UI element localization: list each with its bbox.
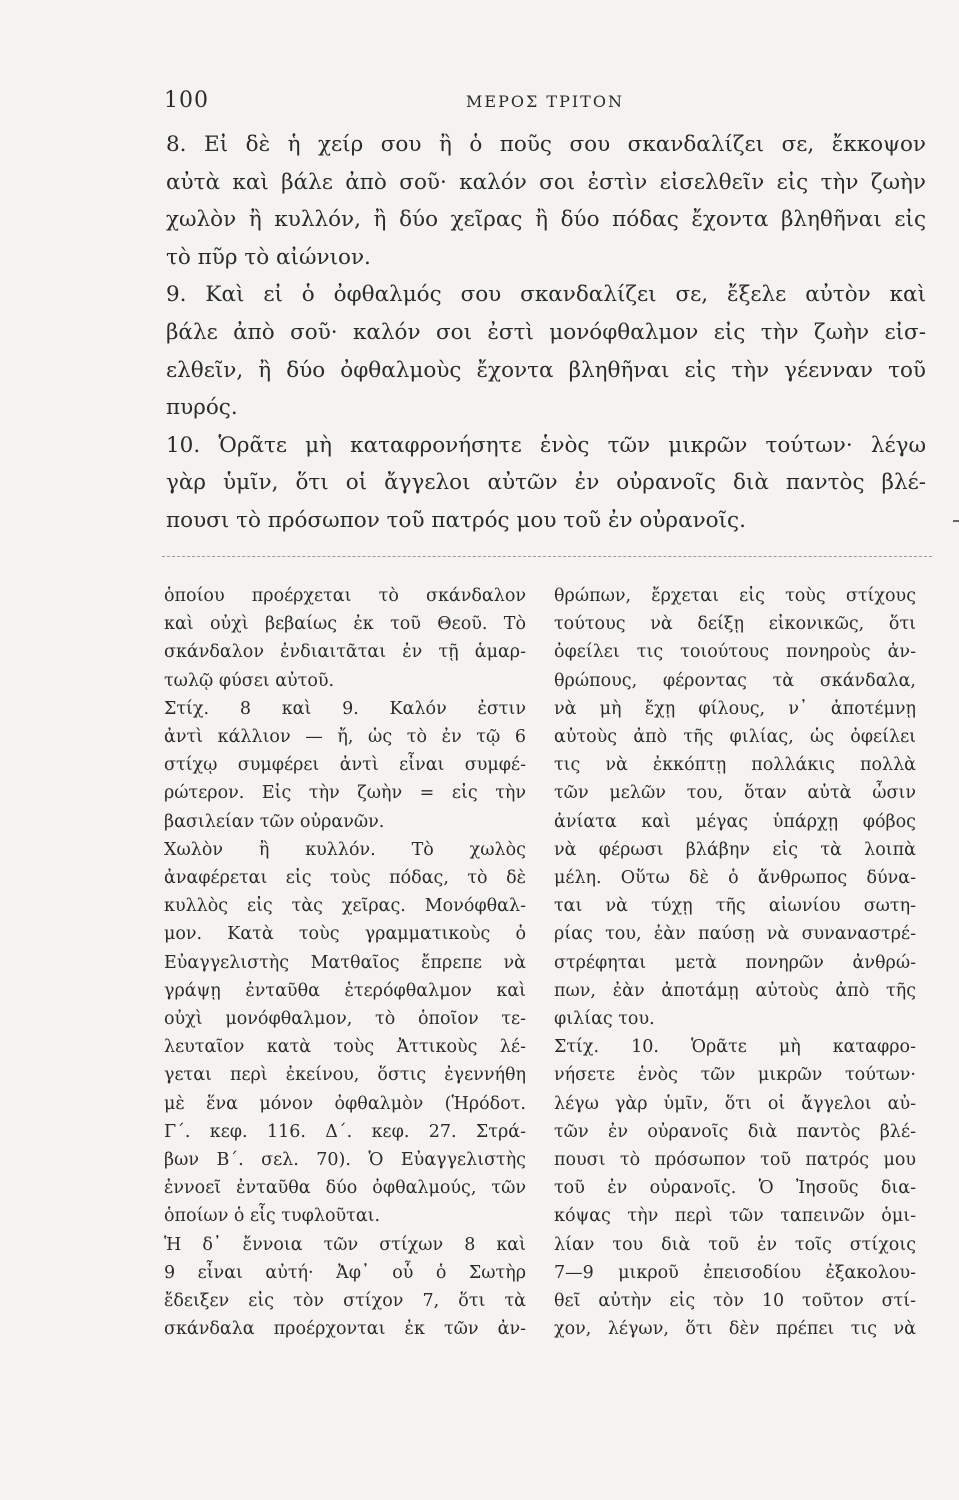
commentary-line: ἀναφέρεται εἰς τοὺς πόδας, τὸ δὲ: [164, 868, 526, 889]
commentary-line: ρίας του, ἐὰν παύσῃ νὰ συναναστρέ-: [554, 924, 916, 945]
margin-mark: [953, 520, 959, 522]
commentary-line: ὁποίων ὁ εἷς τυφλοῦται.: [164, 1206, 381, 1227]
commentary-line: ἀνίατα καὶ μέγας ὑπάρχῃ φόβος: [554, 811, 916, 832]
commentary-line: λίαν του διὰ τοῦ ἐν τοῖς στίχοις: [554, 1234, 916, 1255]
commentary-line: λέγω γὰρ ὑμῖν, ὅτι οἱ ἄγγελοι αὐ-: [554, 1093, 916, 1114]
commentary-line: βασιλείαν τῶν οὐρανῶν.: [164, 811, 385, 832]
commentary-left-column: [164, 582, 526, 1343]
commentary-line: τοῦ ἐν οὐρανοῖς. Ὁ Ἰησοῦς δια-: [554, 1178, 916, 1199]
separator-rule: [162, 556, 932, 557]
commentary-line: ὀφείλει τις τοιούτους πονηροὺς ἀν-: [554, 642, 916, 663]
text-line: αὐτὰ καὶ βάλε ἀπὸ σοῦ· καλόν σοι ἐστὶν εἰσελθεῖν εἰς τὴν ζωὴν: [166, 169, 926, 195]
commentary-line: κυλλὸς εἰς τὰς χεῖρας. Μονόφθαλ-: [164, 896, 526, 917]
commentary-line: στρέφηται μετὰ πονηρῶν ἀνθρώ-: [554, 952, 916, 973]
commentary-line: χον, λέγων, ὅτι δὲν πρέπει τις νὰ: [554, 1319, 916, 1340]
commentary-line: 9 εἶναι αὐτή· Ἀφ᾽ οὗ ὁ Σωτὴρ: [164, 1262, 526, 1283]
text-line: πουσι τὸ πρόσωπον τοῦ πατρός μου τοῦ ἐν οὐρανοῖς.: [166, 507, 746, 533]
commentary-line: ρώτερον. Εἰς τὴν ζωὴν = εἰς τὴν: [164, 783, 526, 804]
text-line: ελθεῖν, ἢ δύο ὀφθαλμοὺς ἔχοντα βληθῆναι εἰς τὴν γέενναν τοῦ: [166, 357, 926, 383]
commentary-line: Στίχ. 8 καὶ 9. Καλόν ἐστιν: [164, 698, 526, 719]
text-line: 10. Ὁρᾶτε μὴ καταφρονήσητε ἑνὸς τῶν μικρῶν τούτων· λέγω: [166, 432, 926, 458]
commentary-line: θρώπους, φέροντας τὰ σκάνδαλα,: [554, 670, 916, 691]
commentary-line: γράψῃ ἐνταῦθα ἑτερόφθαλμον καὶ: [164, 980, 526, 1001]
commentary-line: νὰ μὴ ἔχῃ φίλους, ν᾽ ἀποτέμνῃ: [554, 698, 916, 719]
text-line: γὰρ ὑμῖν, ὅτι οἱ ἄγγελοι αὐτῶν ἐν οὐρανοῖς διὰ παντὸς βλέ-: [166, 470, 926, 496]
commentary-line: ὁποίου προέρχεται τὸ σκάνδαλον: [164, 586, 526, 606]
text-line: 8. Εἰ δὲ ἡ χείρ σου ἢ ὁ ποῦς σου σκανδαλίζει σε, ἔκκοψον: [166, 132, 926, 157]
commentary-line: θρώπων, ἔρχεται εἰς τοὺς στίχους: [554, 586, 916, 606]
text-line: τὸ πῦρ τὸ αἰώνιον.: [166, 244, 371, 270]
page-number: 100: [164, 88, 209, 113]
commentary-line: οὐχὶ μονόφθαλμον, τὸ ὁποῖον τε-: [164, 1009, 526, 1030]
commentary-line: γεται περὶ ἐκείνου, ὅστις ἐγεννήθη: [164, 1065, 526, 1086]
commentary-right-column: [554, 582, 916, 1343]
text-line: βάλε ἀπὸ σοῦ· καλόν σοι ἐστὶ μονόφθαλμον εἰς τὴν ζωὴν εἰσ-: [166, 319, 926, 345]
text-line: χωλὸν ἢ κυλλόν, ἢ δύο χεῖρας ἢ δύο πόδας ἔχοντα βληθῆναι εἰς: [166, 207, 926, 233]
commentary-line: μέλη. Οὕτω δὲ ὁ ἄνθρωπος δύνα-: [554, 868, 916, 889]
commentary-line: τις νὰ ἐκκόπτῃ πολλάκις πολλὰ: [554, 755, 916, 776]
commentary-line: τούτους νὰ δείξῃ εἰκονικῶς, ὅτι: [554, 614, 916, 635]
commentary-line: θεῖ αὐτὴν εἰς τὸν 10 τοῦτον στί-: [554, 1291, 916, 1312]
commentary-line: τωλῷ φύσει αὐτοῦ.: [164, 670, 335, 691]
commentary-line: λευταῖον κατὰ τοὺς Ἀττικοὺς λέ-: [164, 1037, 526, 1058]
text-line: 9. Καὶ εἰ ὁ ὀφθαλμός σου σκανδαλίζει σε, ἔξελε αὐτὸν καὶ: [166, 282, 926, 308]
commentary-line: Γ΄. κεφ. 116. Δ΄. κεφ. 27. Στρά-: [164, 1121, 526, 1142]
commentary-line: φιλίας του.: [554, 1009, 655, 1030]
commentary-line: Εὐαγγελιστὴς Ματθαῖος ἔπρεπε νὰ: [164, 952, 526, 973]
commentary-line: αὐτοὺς ἀπὸ τῆς φιλίας, ὡς ὀφείλει: [554, 727, 916, 748]
commentary-line: καὶ οὐχὶ βεβαίως ἐκ τοῦ Θεοῦ. Τὸ: [164, 614, 526, 635]
commentary-line: Στίχ. 10. Ὁρᾶτε μὴ καταφρο-: [554, 1037, 916, 1058]
commentary-line: νήσετε ἑνὸς τῶν μικρῶν τούτων·: [554, 1065, 916, 1086]
commentary-line: κόψας τὴν περὶ τῶν ταπεινῶν ὁμι-: [554, 1206, 916, 1227]
commentary-line: μὲ ἕνα μόνον ὀφθαλμὸν (Ἡρόδοτ.: [164, 1093, 526, 1114]
commentary-line: ται νὰ τύχῃ τῆς αἰωνίου σωτη-: [554, 896, 916, 917]
page-header: [160, 88, 930, 118]
commentary-line: νὰ φέρωσι βλάβην εἰς τὰ λοιπὰ: [554, 839, 916, 860]
commentary-line: πων, ἐὰν ἀποτάμῃ αὐτοὺς ἀπὸ τῆς: [554, 980, 916, 1001]
scripture-text: [166, 126, 926, 540]
commentary-line: Χωλὸν ἢ κυλλόν. Τὸ χωλὸς: [164, 839, 526, 860]
commentary-line: στίχῳ συμφέρει ἀντὶ εἶναι συμφέ-: [164, 755, 526, 776]
commentary-line: τῶν μελῶν του, ὅταν αὐτὰ ὦσιν: [554, 783, 916, 804]
commentary-line: βων Β΄. σελ. 70). Ὁ Εὐαγγελιστὴς: [164, 1150, 526, 1171]
commentary-line: σκάνδαλα προέρχονται ἐκ τῶν ἀν-: [164, 1319, 526, 1340]
commentary-line: ἐννοεῖ ἐνταῦθα δύο ὀφθαλμούς, τῶν: [164, 1178, 526, 1199]
commentary-line: ἔδειξεν εἰς τὸν στίχον 7, ὅτι τὰ: [164, 1291, 526, 1312]
commentary-line: ἀντὶ κάλλιον — ἤ, ὡς τὸ ἐν τῷ 6: [164, 727, 526, 748]
commentary-line: Ἡ δ᾽ ἔννοια τῶν στίχων 8 καὶ: [164, 1234, 526, 1255]
text-line: πυρός.: [166, 395, 238, 421]
commentary-line: 7—9 μικροῦ ἐπεισοδίου ἐξακολου-: [554, 1262, 916, 1283]
commentary-line: σκάνδαλον ἐνδιαιτᾶται ἐν τῇ ἁμαρ-: [164, 642, 526, 663]
commentary-line: τῶν ἐν οὐρανοῖς διὰ παντὸς βλέ-: [554, 1121, 916, 1142]
commentary-line: πουσι τὸ πρόσωπον τοῦ πατρός μου: [554, 1150, 916, 1171]
running-head: ΜΕΡΟΣ ΤΡΙΤΟΝ: [466, 92, 624, 111]
commentary-line: μον. Κατὰ τοὺς γραμματικοὺς ὁ: [164, 924, 526, 945]
